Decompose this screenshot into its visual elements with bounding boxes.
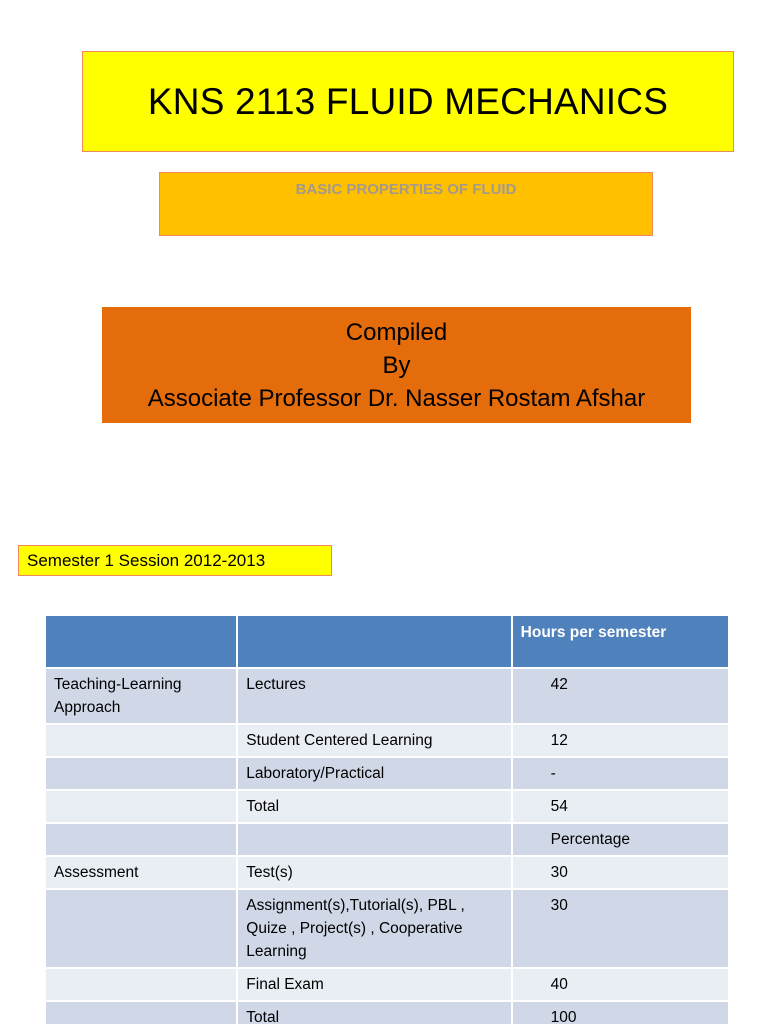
table-cell — [45, 823, 237, 856]
table-cell — [45, 724, 237, 757]
header-cell: Hours per semester — [512, 615, 729, 668]
table-header-row — [45, 615, 729, 668]
table-cell — [45, 968, 237, 1001]
table-cell: 30 — [512, 889, 729, 968]
table-cell: Assessment — [45, 856, 237, 889]
table-cell: Lectures — [237, 668, 511, 724]
table-cell: 30 — [512, 856, 729, 889]
semester-label: Semester 1 Session 2012-2013 — [27, 550, 266, 570]
table-cell: Student Centered Learning — [237, 724, 511, 757]
compiled-label: Compiled — [345, 318, 448, 346]
author-name: Associate Professor Dr. Nasser Rostam Afshar — [147, 384, 646, 412]
table-row — [45, 757, 729, 790]
table-cell: Test(s) — [237, 856, 511, 889]
header-cell — [45, 615, 237, 668]
table-cell: 100 — [512, 1001, 729, 1024]
table-row — [45, 724, 729, 757]
table-row — [45, 790, 729, 823]
subtitle-banner — [159, 172, 653, 236]
table-cell — [45, 889, 237, 968]
table-cell — [45, 790, 237, 823]
table-cell: Assignment(s),Tutorial(s), PBL , Quize , Project(s) , Cooperative Learning — [237, 889, 511, 968]
semester-label-box — [18, 545, 332, 576]
by-label: By — [382, 351, 411, 379]
title-banner — [82, 51, 734, 152]
hours-table — [44, 614, 730, 1024]
table-cell: Final Exam — [237, 968, 511, 1001]
table-cell: - — [512, 757, 729, 790]
table-cell — [237, 823, 511, 856]
table-cell: 42 — [512, 668, 729, 724]
table-row — [45, 668, 729, 724]
table-cell — [45, 1001, 237, 1024]
topic-subtitle: BASIC PROPERTIES OF FLUID — [295, 181, 517, 198]
table-cell: Percentage — [512, 823, 729, 856]
table-cell: Laboratory/Practical — [237, 757, 511, 790]
table-cell: Total — [237, 1001, 511, 1024]
table-cell: 12 — [512, 724, 729, 757]
table-cell: 40 — [512, 968, 729, 1001]
table-row — [45, 856, 729, 889]
table-row — [45, 968, 729, 1001]
table-cell: Teaching-Learning Approach — [45, 668, 237, 724]
table-row — [45, 889, 729, 968]
table-cell — [45, 757, 237, 790]
table-cell: Total — [237, 790, 511, 823]
table-row — [45, 823, 729, 856]
author-banner — [102, 307, 691, 423]
header-cell — [237, 615, 511, 668]
course-title: KNS 2113 FLUID MECHANICS — [147, 80, 669, 122]
table-cell: 54 — [512, 790, 729, 823]
table-row — [45, 1001, 729, 1024]
